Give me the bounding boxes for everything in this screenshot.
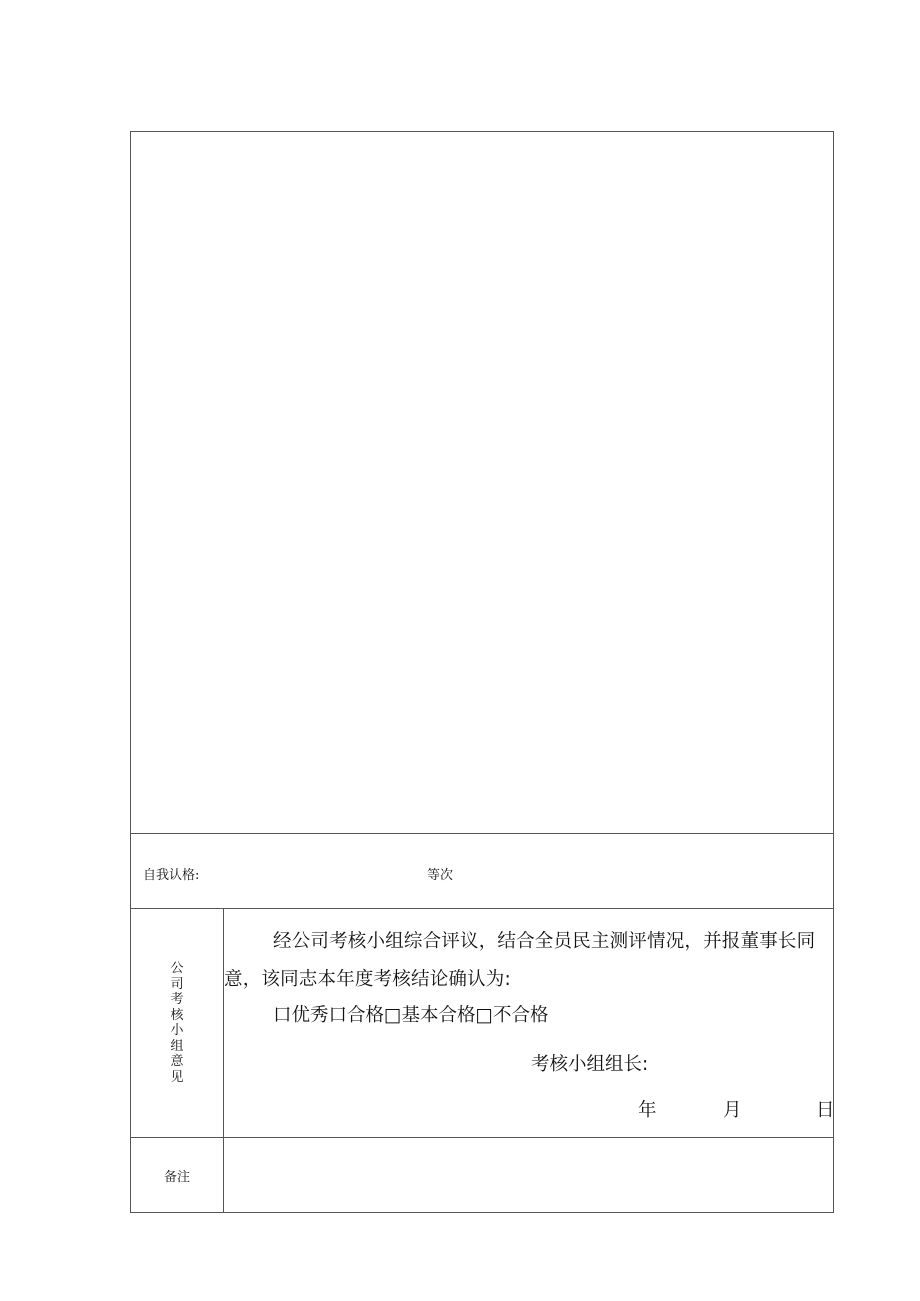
grade-label: 等次 <box>427 868 454 883</box>
leader-signature-label: 考核小组组长: <box>531 1054 649 1075</box>
remark-label-cell <box>131 1138 224 1212</box>
self-assessment-row <box>131 834 833 909</box>
self-assessment-label: 自我认格: <box>143 868 200 883</box>
conclusion-options[interactable]: 口优秀口合格□基本合格□不合格 <box>273 1005 549 1026</box>
date-year-label: 年 <box>638 1100 657 1121</box>
committee-opinion-body <box>224 909 833 1137</box>
remark-row <box>131 1138 833 1212</box>
date-day-label: 日 <box>816 1100 835 1121</box>
committee-opinion-label: 公司考核小组意见 <box>170 961 184 1085</box>
remark-label: 备注 <box>163 1170 190 1185</box>
opinion-paragraph: 经公司考核小组综合评议，结合全员民主测评情况，并报董事长同意，该同志本年度考核结论确认为: <box>224 931 816 990</box>
assessment-form-table <box>130 131 834 1213</box>
committee-opinion-label-cell <box>131 909 224 1137</box>
committee-opinion-row <box>131 909 833 1138</box>
blank-content-area[interactable] <box>131 132 833 834</box>
date-month-label: 月 <box>723 1100 742 1121</box>
